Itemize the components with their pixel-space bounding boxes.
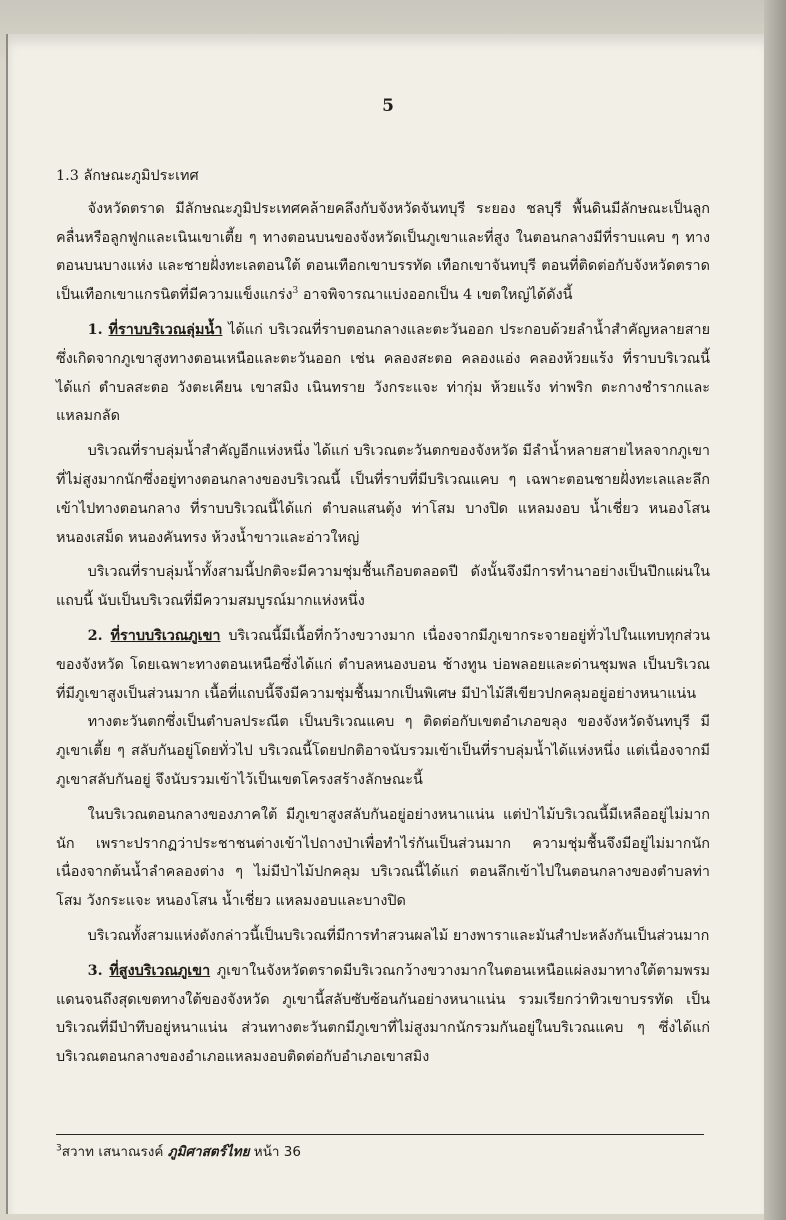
footnote-author: สวาท เสนาณรงค์ (61, 1144, 164, 1160)
section-3-number: 3. (87, 961, 103, 979)
section-2-title: ที่ราบบริเวณภูเขา (110, 626, 221, 644)
footnote-book-title: ภูมิศาสตร์ไทย (167, 1144, 250, 1160)
intro-paragraph (56, 195, 710, 310)
document-page (6, 34, 768, 1214)
footnote-page-ref: หน้า 36 (253, 1144, 301, 1160)
section-3-title: ที่สูงบริเวณภูเขา (109, 961, 211, 979)
section-2-lead-text: บริเวณนี้มีเนื้อที่กว้างขวางมาก เนื่องจากมีภูเขากระจายอยู่ทั่วไปในแทบทุกส่วนของจังหวัด โดยเฉพาะทางตอนเหนือซึ่งได้แก่ ตำบลหนองบอน ช้างทูน บ่อพลอยและด่านชุมพล เป็นบริเวณที่มีภูเขาสูงเป็นส่วนมาก เนื้อที่แถบนี้จึงมีความชุ่มชื้นมากเป็นพิเศษ มีป่าไม้สีเขียวปกคลุมอยู่อย่างหนาแน่น (56, 627, 711, 702)
section-2-paragraph: ในบริเวณตอนกลางของภาคใต้ มีภูเขาสูงสลับกันอยู่อย่างหนาแน่น แต่ป่าไม้บริเวณนี้มีเหลืออยู่ไม่มากนัก เพราะปรากฏว่าประชาชนต่างเข้าไปถางป่าเพื่อทำไร่กันเป็นส่วนมาก ความชุ่มชื้นจึงมีอยู่ไม่มากนักเนื่องจากต้นน้ำลำคลองต่าง ๆ ไม่มีป่าไม้ปกคลุม บริเวณนี้ได้แก่ ตอนลึกเข้าไปในตอนกลางของตำบลท่าโสม วังกระแจะ หนองโสน น้ำเชี่ยว แหลมงอบและบางปิด (56, 806, 710, 910)
footnote-reference: 3 (292, 286, 299, 297)
page-number: 5 (382, 96, 394, 116)
section-1-paragraph: บริเวณที่ราบลุ่มน้ำสำคัญอีกแห่งหนึ่ง ได้แก่ บริเวณตะวันตกของจังหวัด มีลำน้ำหลายสายไหลจากภูเขาที่ไม่สูงมากนักซึ่งอยู่ทางตอนกลางของบริเวณนี้ เป็นที่ราบที่มีบริเวณแคบ ๆ เฉพาะตอนชายฝั่งทะเลและลึกเข้าไปทางตอนกลาง ที่ราบบริเวณนี้ได้แก่ ตำบลแสนตุ้ง ท่าโสม บางปิด แหลมงอบ น้ำเชี่ยว หนองโสน หนองเสม็ด หนองคันทรง ห้วงน้ำขาวและอ่าวใหญ่ (56, 443, 710, 546)
section-2-lead (56, 622, 710, 708)
section-1-paragraph: บริเวณที่ราบลุ่มน้ำทั้งสามนี้ปกติจะมีความชุ่มชื้นเกือบตลอดปี ดังนั้นจึงมีการทำนาอย่างเป็นปึกแผ่นในแถบนี้ นับเป็นบริเวณที่มีความสมบูรณ์มากแห่งหนึ่ง (56, 564, 710, 610)
scan-right-edge (764, 0, 786, 1220)
section-2-number: 2. (87, 626, 103, 644)
section-3-lead (56, 957, 710, 1072)
footnote-divider (56, 1134, 704, 1135)
section-3-lead-text: ภูเขาในจังหวัดตราดมีบริเวณกว้างขวางมากในตอนเหนือแผ่ลงมาทางใต้ตามพรมแดนจนถึงสุดเขตทางใต้ของจังหวัด ภูเขานี้สลับซับซ้อนกันอย่างหนาแน่น รวมเรียกว่าทิวเขาบรรทัด เป็นบริเวณที่มีป่าทึบอยู่หนาแน่น ส่วนทางตะวันตกมีภูเขาที่ไม่สูงมากนักรวมกันอยู่ในบริเวณแคบ ๆ ซึ่งได้แก่ บริเวณตอนกลางของอำเภอแหลมงอบติดต่อกับอำเภอเขาสมิง (56, 962, 710, 1066)
footnote (56, 1142, 710, 1162)
intro-text: จังหวัดตราด มีลักษณะภูมิประเทศคล้ายคลึงกับจังหวัดจันทบุรี ระยอง ชลบุรี พื้นดินมีลักษณะเป็นลูกคลื่นหรือลูกฟูกและเนินเขาเตี้ย ๆ ทางตอนบนของจังหวัดเป็นภูเขาและที่สูง ในตอนกลางมีที่ราบแคบ ๆ ทางตอนบนบางแห่ง และชายฝั่งทะเลตอนใต้ ตอนเทือกเขาบรรทัด เทือกเขาจันทบุรี ตอนที่ติดต่อกับจังหวัดตราดเป็นเทือกเขาแกรนิตที่มีความแข็งแกร่ง (56, 200, 710, 304)
section-heading: 1.3 ลักษณะภูมิประเทศ (56, 168, 199, 184)
footnote-marker: 3 (56, 1143, 62, 1154)
section-2-paragraph: ทางตะวันตกซึ่งเป็นตำบลประณีต เป็นบริเวณแคบ ๆ ติดต่อกับเขตอำเภอขลุง ของจังหวัดจันทบุรี มีภูเขาเตี้ย ๆ สลับกันอยู่โดยทั่วไป บริเวณนี้โดยปกติอาจนับรวมเข้าเป็นที่ราบลุ่มน้ำได้แห่งหนึ่ง แต่เนื่องจากมีภูเขาสลับกันอยู่ จึงนับรวมเข้าไว้เป็นเขตโครงสร้างลักษณะนี้ (56, 714, 710, 788)
section-1-lead (56, 316, 710, 431)
section-1-title: ที่ราบบริเวณลุ่มน้ำ (108, 320, 223, 338)
section-1-lead-text: ได้แก่ บริเวณที่ราบตอนกลางและตะวันออก ประกอบด้วยลำน้ำสำคัญหลายสาย ซึ่งเกิดจากภูเขาสูงทางตอนเหนือและตะวันออก เช่น คลองสะตอ คลองแอ่ง คลองห้วยแร้ง ที่ราบบริเวณนี้ได้แก่ ตำบลสะตอ วังตะเคียน เขาสมิง เนินทราย วังกระแจะ ท่ากุ่ม ห้วยแร้ง ท่าพริก ตะกางชำรากและแหลมกลัด (56, 321, 710, 425)
intro-text-end: อาจพิจารณาแบ่งออกเป็น 4 เขตใหญ่ได้ดังนี้ (298, 287, 573, 304)
section-2-paragraph: บริเวณทั้งสามแห่งดังกล่าวนี้เป็นบริเวณที่มีการทำสวนผลไม้ ยางพาราและมันสำปะหลังกันเป็นส่วนมาก (87, 927, 710, 944)
section-1-number: 1. (87, 320, 103, 338)
page-content (56, 162, 710, 1078)
